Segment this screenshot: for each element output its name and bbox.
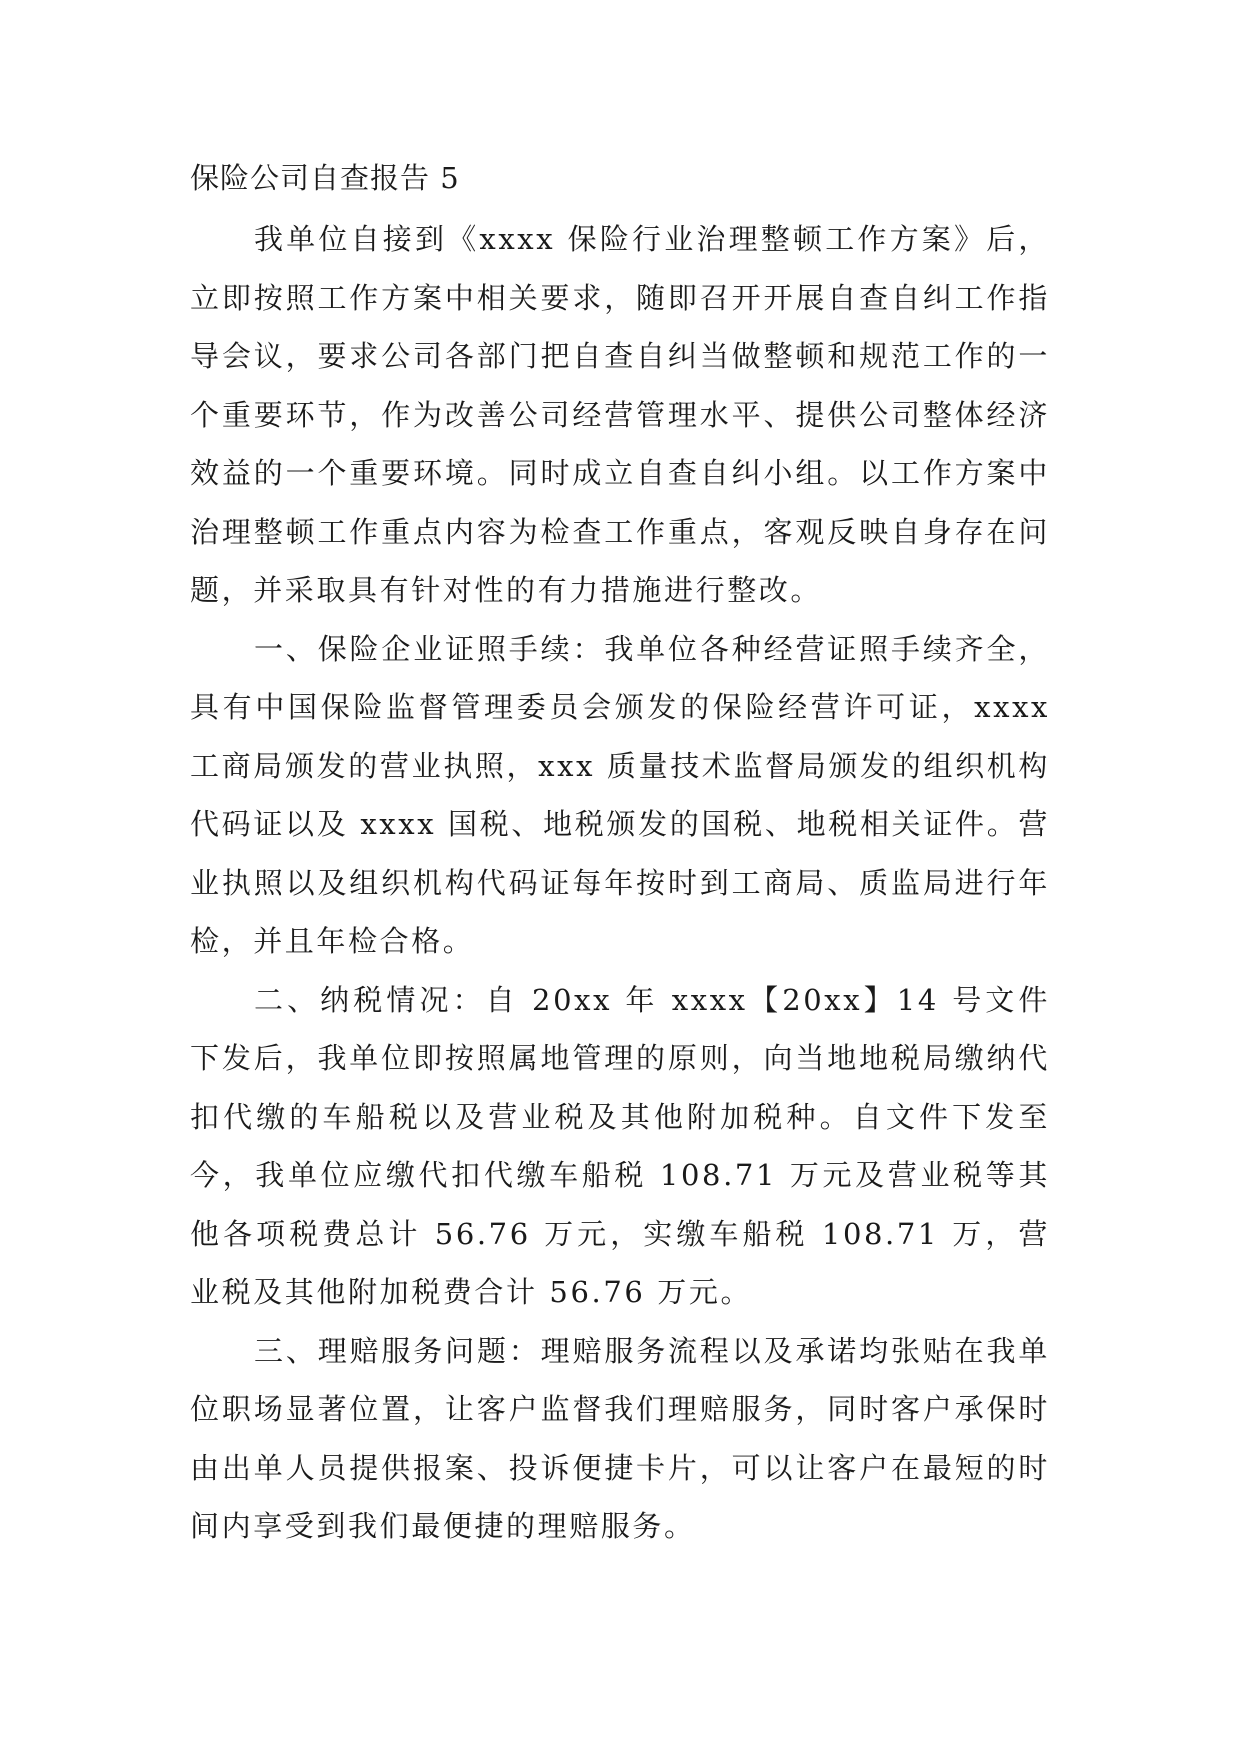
paragraph-intro: 我单位自接到《xxxx 保险行业治理整顿工作方案》后，立即按照工作方案中相关要求，随即召开开展自查自纠工作指导会议，要求公司各部门把自查自纠当做整顿和规范工作的一个重要环节，作为改善公司经营管理水平、提供公司整体经济效益的一个重要环境。同时成立自查自纠小组。以工作方案中治理整顿工作重点内容为检查工作重点，客观反映自身存在问题，并采取具有针对性的有力措施进行整改。	[190, 222, 1050, 607]
paragraph-tax: 二、纳税情况：自 20xx 年 xxxx【20xx】14 号文件下发后，我单位即按照属地管理的原则，向当地地税局缴纳代扣代缴的车船税以及营业税及其他附加税种。自文件下发至今，我单位应缴代扣代缴车船税 108.71 万元及营业税等其他各项税费总计 56.76 万元，实缴车船税 108.71 万，营业税及其他附加税费合计 56.76 万元。	[190, 982, 1050, 1309]
document-body	[190, 158, 1050, 1556]
paragraph-claims-service: 三、理赔服务问题：理赔服务流程以及承诺均张贴在我单位职场显著位置，让客户监督我们理赔服务，同时客户承保时由出单人员提供报案、投诉便捷卡片，可以让客户在最短的时间内享受到我们最便捷的理赔服务。	[190, 1333, 1050, 1543]
paragraph-license: 一、保险企业证照手续：我单位各种经营证照手续齐全，具有中国保险监督管理委员会颁发的保险经营许可证，xxxx 工商局颁发的营业执照，xxx 质量技术监督局颁发的组织机构代码证以及 xxxx 国税、地税颁发的国税、地税相关证件。营业执照以及组织机构代码证每年按时到工商局、质监局进行年检，并且年检合格。	[190, 631, 1050, 958]
document-title: 保险公司自查报告 5	[190, 161, 460, 195]
